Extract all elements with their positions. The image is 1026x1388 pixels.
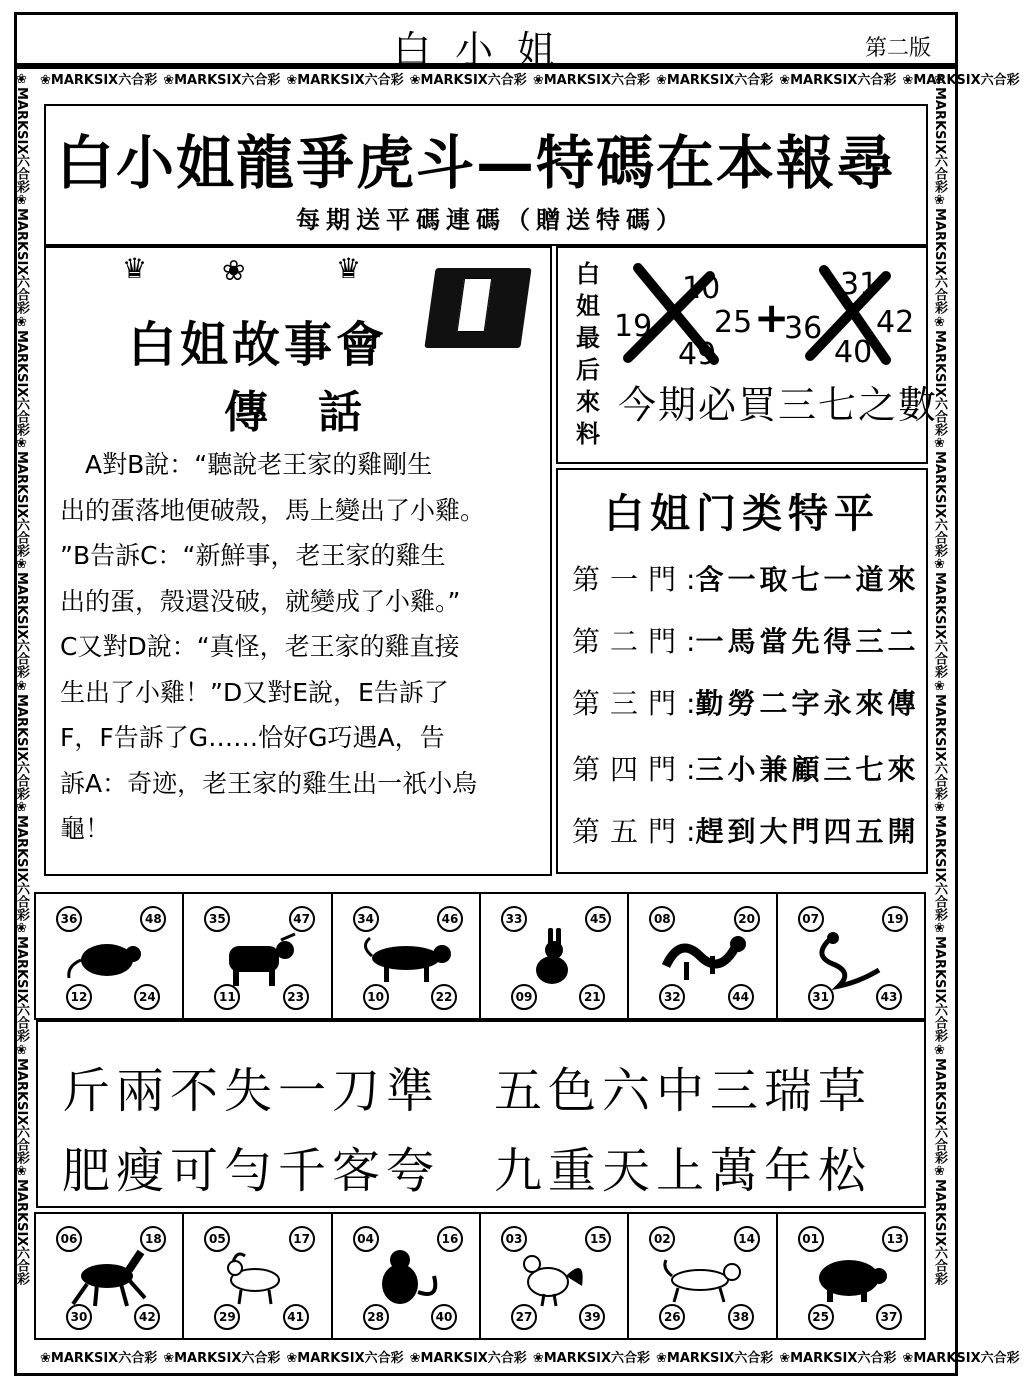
marksix-label: ❀MARKSIX六合彩 [40,1351,158,1366]
lottery-number: 25 [714,305,753,340]
doors-title: 白姐门类特平 [604,491,880,537]
zodiac-cell-tiger [331,892,481,1020]
border-strip-top [40,72,1020,90]
door-value: 勤勞二字永來傳 [695,687,920,720]
zodiac-number: 16 [437,1226,463,1252]
door-label: 第四門 [572,753,687,786]
lottery-number: 36 [784,311,823,346]
zodiac-cell-rat [34,892,184,1020]
marksix-label: ❀MARKSIX六合彩 [409,1351,527,1366]
zodiac-cell-rabbit [479,892,629,1020]
story-subtitle: 傳話 [224,387,412,438]
zodiac-cell-rooster [479,1212,629,1340]
lottery-numbers-figure [614,258,920,370]
marksix-label: ❀MARKSIX六合彩 [932,435,947,558]
marksix-label: ❀MARKSIX六合彩 [14,1042,29,1164]
zodiac-number: 02 [649,1226,675,1252]
door-value: 一馬當先得三二 [695,625,920,658]
marksix-label: ❀MARKSIX六合彩 [14,678,29,800]
marksix-label: ❀MARKSIX六合彩 [40,73,158,88]
flower-icon: ❀ [222,254,246,287]
zodiac-number: 05 [204,1226,230,1252]
zodiac-grid-bottom [36,1212,926,1340]
zodiac-number: 17 [289,1226,315,1252]
horse-icon [67,1246,151,1310]
zodiac-number: 10 [363,984,389,1010]
zodiac-number: 47 [289,906,315,932]
rat-icon [67,926,151,990]
marksix-label: ❀MARKSIX六合彩 [409,73,527,88]
story-line: 龜！ [60,814,111,843]
zodiac-number: 27 [511,1304,537,1330]
lottery-number: 42 [876,305,915,340]
poem-line-2: 肥瘦可勻千客夸 九重天上萬年松 [62,1143,873,1199]
ox-icon [215,926,299,990]
zodiac-number: 37 [876,1304,902,1330]
zodiac-number: 40 [431,1304,457,1330]
story-line: C又對D說：“真怪，老王家的雞直接 [60,632,460,661]
marksix-label: ❀MARKSIX六合彩 [14,72,29,194]
story-body [60,442,546,852]
border-strip-left [14,72,36,1368]
poem-box [36,1020,926,1208]
rabbit-icon [512,926,596,990]
page-header [14,12,958,72]
marksix-label: ❀MARKSIX六合彩 [532,73,651,88]
marksix-label: ❀MARKSIX六合彩 [932,678,947,800]
marksix-label: ❀MARKSIX六合彩 [932,193,947,315]
zodiac-number: 11 [214,984,240,1010]
tulip-icon: ♛ [122,252,148,285]
door-row: 第五門:趕到大門四五開 [572,815,920,848]
edition-label: 第二版 [864,36,931,61]
zodiac-number: 18 [140,1226,166,1252]
zodiac-cell-dog [627,1212,777,1340]
zodiac-number: 41 [283,1304,309,1330]
plus-sign: + [754,293,790,342]
marksix-label: ❀MARKSIX六合彩 [656,1351,774,1366]
snake-icon [809,926,893,990]
headline-box [44,104,928,246]
marksix-label: ❀MARKSIX六合彩 [932,314,947,436]
zodiac-number: 07 [798,906,824,932]
story-line: 訴A：奇迹，老王家的雞生出一祇小烏 [60,768,478,798]
marksix-label: ❀MARKSIX六合彩 [902,1351,1020,1366]
zodiac-number: 36 [56,906,82,932]
zodiac-cell-dragon [627,892,777,1020]
page-title: 白小姐 [392,28,579,72]
marksix-label: ❀MARKSIX六合彩 [932,1042,947,1164]
lottery-number: 49 [678,337,717,372]
marksix-label: ❀MARKSIX六合彩 [14,193,29,315]
zodiac-cell-pig [776,1212,926,1340]
zodiac-number: 33 [501,906,527,932]
zodiac-number: 48 [140,906,166,932]
poem-line-1: 斤兩不失一刀準 五色六中三瑞草 [62,1063,873,1119]
door-label: 第一門 [572,563,687,596]
zodiac-cell-snake [776,892,926,1020]
zodiac-cell-monkey [331,1212,481,1340]
story-line: F，F告訴了G……恰好G巧遇A，告 [60,723,445,752]
zodiac-number: 43 [876,984,902,1010]
headline-sub: 每期送平碼連碼（贈送特碼） [296,206,686,234]
book-icon [424,268,531,348]
zodiac-grid-top [36,892,926,1020]
zodiac-number: 25 [808,1304,834,1330]
door-value: 趕到大門四五開 [695,815,920,848]
zodiac-cell-ox [182,892,332,1020]
pig-icon [809,1246,893,1310]
zodiac-number: 35 [204,906,230,932]
monkey-icon [364,1246,448,1310]
zodiac-number: 06 [56,1226,82,1252]
marksix-label: ❀MARKSIX六合彩 [14,314,29,436]
marksix-label: ❀MARKSIX六合彩 [14,921,29,1043]
marksix-label: ❀MARKSIX六合彩 [932,1163,947,1286]
zodiac-number: 31 [808,984,834,1010]
story-line: 生出了小雞！”D又對E說，E告訴了 [60,677,449,707]
door-row: 第二門:一馬當先得三二 [572,625,920,658]
zodiac-number: 15 [585,1226,611,1252]
marksix-label: ❀MARKSIX六合彩 [286,73,404,88]
zodiac-number: 34 [353,906,379,932]
marksix-label: ❀MARKSIX六合彩 [932,921,947,1043]
door-row: 第三門:勤勞二字永來傳 [572,687,920,720]
zodiac-number: 13 [882,1226,908,1252]
zodiac-number: 38 [728,1304,754,1330]
zodiac-number: 19 [882,906,908,932]
marksix-label: ❀MARKSIX六合彩 [286,1351,404,1366]
zodiac-number: 28 [363,1304,389,1330]
marksix-label: ❀MARKSIX六合彩 [163,1351,281,1366]
doors-box [556,468,928,874]
dog-icon [660,1246,744,1310]
zodiac-number: 09 [511,984,537,1010]
marksix-label: ❀MARKSIX六合彩 [932,72,947,194]
zodiac-number: 39 [579,1304,605,1330]
headline-main: 白小姐龍爭虎斗—特碼在本報尋 [56,129,897,197]
door-row: 第四門:三小兼顧三七來 [572,753,920,786]
rooster-icon [512,1246,596,1310]
tiger-icon [364,926,448,990]
zodiac-number: 08 [649,906,675,932]
door-label: 第三門 [572,687,687,720]
zodiac-number: 01 [798,1226,824,1252]
zodiac-cell-horse [34,1212,184,1340]
story-line: ”B告訴C：“新鮮事，老王家的雞生 [60,541,446,570]
door-label: 第五門 [572,815,687,848]
marksix-label: ❀MARKSIX六合彩 [932,557,947,679]
zodiac-number: 29 [214,1304,240,1330]
zodiac-number: 44 [728,984,754,1010]
marksix-label: ❀MARKSIX六合彩 [14,435,29,558]
zodiac-number: 46 [437,906,463,932]
door-label: 第二門 [572,625,687,658]
goat-icon [215,1246,299,1310]
marksix-label: ❀MARKSIX六合彩 [779,73,897,88]
zodiac-number: 26 [659,1304,685,1330]
story-box [44,246,552,876]
zodiac-cell-goat [182,1212,332,1340]
door-value: 三小兼顧三七來 [695,753,920,786]
story-line: A對B說：“聽說老王家的雞剛生 [60,450,433,479]
zodiac-number: 21 [579,984,605,1010]
lottery-number: 19 [614,309,653,344]
marksix-label: ❀MARKSIX六合彩 [163,73,281,88]
story-line: 出的蛋落地便破殼，馬上變出了小雞。 [60,495,486,525]
marksix-label: ❀MARKSIX六合彩 [14,1163,29,1286]
marksix-label: ❀MARKSIX六合彩 [779,1351,897,1366]
marksix-label: ❀MARKSIX六合彩 [932,799,947,922]
zodiac-number: 20 [734,906,760,932]
story-line: 出的蛋，殼還没破，就變成了小雞。” [60,586,461,616]
lottery-vertical-label: 白 姐 最 后 來 料 [576,260,600,448]
door-value: 含一取七一道來 [695,563,920,596]
zodiac-number: 42 [134,1304,160,1330]
lottery-number: 10 [682,271,721,306]
lottery-box [556,246,939,464]
zodiac-number: 22 [431,984,457,1010]
lottery-number: 31 [840,267,879,302]
marksix-label: ❀MARKSIX六合彩 [14,557,29,679]
marksix-label: ❀MARKSIX六合彩 [14,799,29,922]
zodiac-number: 24 [134,984,160,1010]
dragon-icon [660,926,744,990]
zodiac-number: 23 [283,984,309,1010]
lottery-prediction: 今期必買三七之數 [618,383,939,427]
border-strip-bottom [40,1350,1020,1368]
marksix-label: ❀MARKSIX六合彩 [902,73,1020,88]
marksix-label: ❀MARKSIX六合彩 [532,1351,651,1366]
zodiac-number: 04 [353,1226,379,1252]
story-title: 白姐故事會 [128,317,389,373]
zodiac-number: 03 [501,1226,527,1252]
tulip-icon: ♛ [336,252,362,285]
lottery-number: 40 [834,335,873,370]
door-row: 第一門:含一取七一道來 [572,563,920,596]
zodiac-number: 12 [66,984,92,1010]
zodiac-number: 32 [659,984,685,1010]
border-strip-right [932,72,954,1368]
marksix-label: ❀MARKSIX六合彩 [656,73,774,88]
zodiac-number: 30 [66,1304,92,1330]
zodiac-number: 45 [585,906,611,932]
zodiac-number: 14 [734,1226,760,1252]
